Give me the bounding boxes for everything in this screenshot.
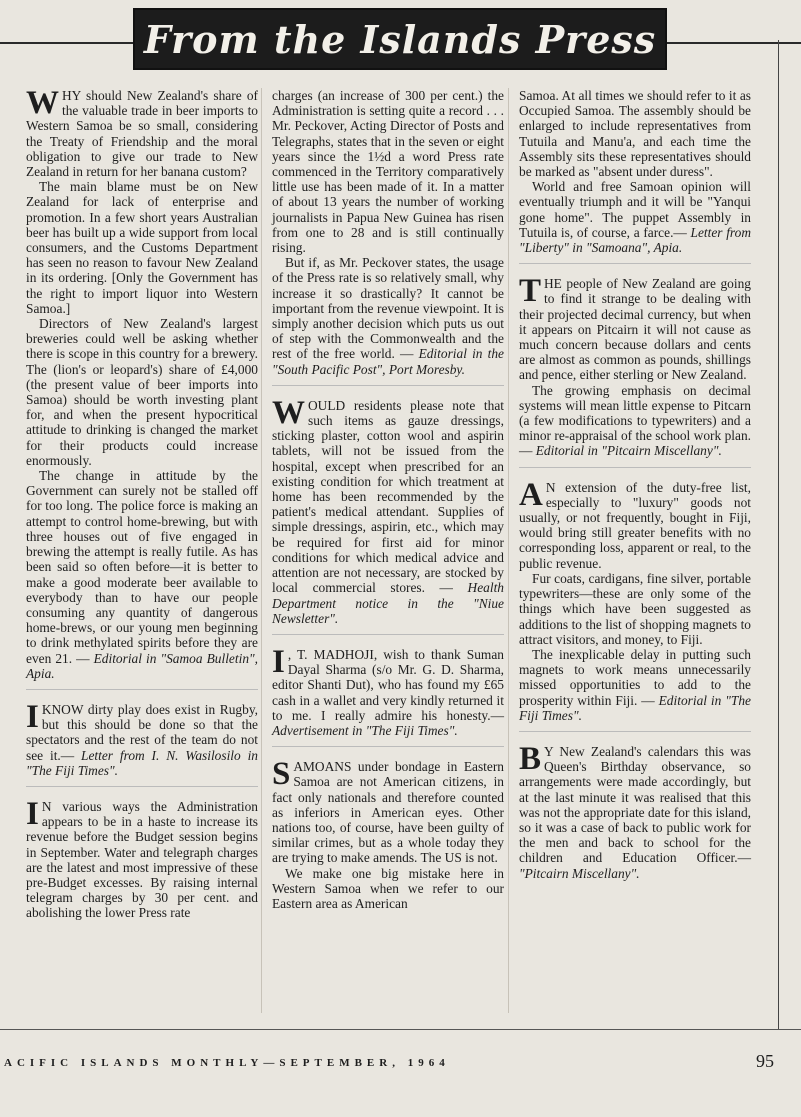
- paragraph: [272, 866, 504, 912]
- drop-cap: I: [26, 698, 39, 735]
- column-3: [519, 88, 751, 881]
- page-edge-rule: [778, 40, 779, 1030]
- drop-cap: I: [26, 795, 39, 832]
- item-separator: [519, 263, 751, 264]
- column-1: [26, 85, 258, 921]
- drop-cap: B: [519, 740, 542, 777]
- item-separator: [26, 689, 258, 690]
- item-separator: [26, 786, 258, 787]
- item-lead-paragraph: [272, 394, 504, 626]
- item-separator: [272, 746, 504, 747]
- footer-magazine: ACIFIC ISLANDS MONTHLY—SEPTEMBER, 1964: [4, 1057, 450, 1069]
- paragraph: [272, 255, 504, 377]
- item-separator: [272, 634, 504, 635]
- drop-cap: T: [519, 273, 542, 310]
- footer-rule: [0, 1029, 801, 1030]
- page-number: 95: [756, 1051, 774, 1071]
- item-lead-paragraph: [519, 740, 751, 881]
- paragraph-text: HE people of New Zealand are going to find it strange to be dealing with their projected decimal currency, but when it appears on Pitcairn it will not cause as much concern because dollars and cents are almost as common as pounds, shillings and pence, either sterling or New Zealand.: [519, 276, 751, 383]
- paragraph: [519, 383, 751, 459]
- paragraph-text: Directors of New Zealand's largest breweries could well be asking whether there is scope in this country for a brewery. The (lion's or leopard's) share of £4,000 (the present value of beer imports into Samoa) should be worth investing plant for, and when the present hypocritical attitude to drinking is changed the market for their products could increase enormously.: [26, 316, 258, 468]
- paragraph-text: , T. MADHOJI, wish to thank Suman Dayal Sharma (s/o Mr. G. D. Sharma, editor Shanti Dut), who has found my £65 cash in a wallet and very kindly returned it to me. I really admire his honesty.—: [272, 646, 504, 723]
- item-lead-paragraph: [272, 643, 504, 738]
- source-citation: "Pitcairn Miscellany".: [519, 865, 640, 881]
- paragraph: [519, 88, 751, 179]
- paragraph: [519, 647, 751, 723]
- paragraph-text: The main blame must be on New Zealand for lack of enterprise and promotion. In a few short years Australian beer has built up a wide support from local consumers, and the Customs Department has seen no reason to favour New Zealand in its ordering. [Only the Government has the right to import liquor into Western Samoa.]: [26, 179, 258, 316]
- source-citation: Letter from I. N. Wasilosilo in "The Fiji Times".: [26, 747, 258, 778]
- source-citation: Letter from "Liberty" in "Samoana", Apia.: [519, 224, 751, 256]
- paragraph-text: The growing emphasis on decimal systems will mean little expense to Pitcarn (a few modifications to typewriters) and a minor re-appraisal of the school work plan.—: [519, 382, 751, 459]
- item-lead-paragraph: [26, 85, 258, 180]
- paragraph-text: World and free Samoan opinion will eventually triumph and it will be "Yanqui gone home". The puppet Assembly in Tutuila is, of course, a farce.—: [519, 179, 751, 240]
- source-citation: Editorial in "The Fiji Times".: [519, 692, 751, 723]
- item-separator: [519, 467, 751, 468]
- paragraph-text: Y New Zealand's calendars this was Queen's Birthday observance, so arrangements were made accordingly, but at the last minute it was realised that this was not the appropriate date for this island, so it was a case of back to public work for the men and back to school for the children and Education Officer.—: [519, 743, 751, 866]
- paragraph-text: The change in attitude by the Government can surely not be stalled off for too long. The police force is making an attempt to control home-brewing, but with three houses out of five engaged in brewing the attempt is really futile. As has been said so often before—it is better to make a good moderate beer available to everybody than to have our people consuming any quantity of dangerous home-brews, or our young men beginning to drink methylated spirits before they are even 21. —: [26, 468, 258, 666]
- paragraph: [519, 571, 751, 647]
- item-lead-paragraph: [26, 698, 258, 778]
- item-lead-paragraph: [272, 756, 504, 866]
- paragraph-text: KNOW dirty play does exist in Rugby, but this should be done so that the spectators and the rest of the team do not see it.—: [26, 701, 258, 763]
- header-rule-right: [660, 42, 801, 44]
- source-citation: Editorial in "Samoa Bulletin", Apia.: [26, 650, 258, 681]
- page-title: From the Islands Press: [143, 16, 657, 62]
- item-lead-paragraph: [26, 795, 258, 921]
- column-divider: [508, 88, 509, 1013]
- column-divider: [261, 88, 262, 1013]
- footer: [0, 1051, 801, 1077]
- header-rule-left: [0, 42, 140, 44]
- item-separator: [272, 385, 504, 386]
- paragraph-text: Samoa. At all times we should refer to it as Occupied Samoa. The assembly should be enlarged to include representatives from Tutuila and Manu'a, and each time the Assembly sits these representatives should be marked as "absent under duress".: [519, 88, 751, 180]
- paragraph-text: OULD residents please note that such items as gauze dressings, sticking plaster, cotton wool and aspirin tablets, will not be issued from the hospital, except when prescribed for an existing condition for which treatment at home has been recommended by the patient's medical attendant. Supplies of simple dressings, aspirin, etc., which may be required for first aid for minor conditions for which medical advice and attention are not necessary, are stocked by local commercial stores. —: [272, 397, 504, 596]
- source-citation: Advertisement in "The Fiji Times".: [272, 722, 458, 738]
- source-citation: Health Department notice in the "Niue Newsletter".: [272, 580, 504, 626]
- drop-cap: I: [272, 643, 285, 680]
- paragraph: [272, 88, 504, 255]
- paragraph: [26, 316, 258, 468]
- paragraph-text: AMOANS under bondage in Eastern Samoa are not American citizens, in fact only nationals and therefore counted as inferiors in American eyes. Other nations too, of course, have been guilty of similar crimes, but as a whole today they are trying to make amends. The US is not.: [272, 759, 504, 866]
- masthead: [133, 8, 667, 70]
- source-citation: Editorial in the "South Pacific Post", Port Moresby.: [272, 346, 504, 377]
- paragraph: [519, 179, 751, 255]
- paragraph-text: N extension of the duty-free list, especially to "luxury" goods not usually, or not frequently, bought in Fiji, would bring still greater benefits with no corresponding loss, apparent or real, to the public revenue.: [519, 479, 751, 571]
- paragraph-text: HY should New Zealand's share of the valuable trade in beer imports to Western Samoa be so small, considering the Treaty of Friendship and the moral obligation to give our trade to New Zealand in return for her banana custom?: [26, 88, 258, 180]
- drop-cap: S: [272, 756, 291, 793]
- paragraph-text: But if, as Mr. Peckover states, the usage of the Press rate is so relatively small, why increase it so drastically? It cannot be important from the revenue viewpoint. It is simply another decision which puts us out of step with the Commonwealth and the rest of the free world. —: [272, 255, 504, 362]
- paragraph: [26, 468, 258, 681]
- column-2: [272, 88, 504, 911]
- item-lead-paragraph: [519, 273, 751, 383]
- source-citation: Editorial in "Pitcairn Miscellany".: [535, 443, 722, 459]
- paragraph-text: The inexplicable delay in putting such magnets to work means unnecessarily missed opportunities to add to the prosperity within Fiji. —: [519, 646, 751, 708]
- drop-cap: A: [519, 476, 543, 513]
- paragraph: [26, 179, 258, 316]
- paragraph-text: N various ways the Administration appears to be in a haste to increase its revenue before the Budget session begins in September. Water and telegraph charges are the latest and most impressive of these pre-Budget excesses. By raising internal telegram charges by 30 per cent. and abolishing the lower Press rate: [26, 798, 258, 921]
- paragraph-text: charges (an increase of 300 per cent.) the Administration is setting quite a record . . . Mr. Peckover, Acting Director of Posts and Telegraphs, states that in the seven or eight years since the 1½d a word Press rate commenced in the Territory comparatively little use has been made of it. In a matter of about 13 years the number of working journalists in Papua New Guinea has risen from one to 28 and is still continually rising.: [272, 88, 504, 256]
- paragraph-text: Fur coats, cardigans, fine silver, portable typewriters—these are only some of the things which have been suggested as additions to the list of shopping magnets to attract visitors, and money, to Fiji.: [519, 570, 751, 647]
- drop-cap: W: [272, 394, 305, 431]
- item-separator: [519, 731, 751, 732]
- item-lead-paragraph: [519, 476, 751, 571]
- paragraph-text: We make one big mistake here in Western Samoa when we refer to our Eastern area as American: [272, 865, 504, 911]
- drop-cap: W: [26, 85, 59, 121]
